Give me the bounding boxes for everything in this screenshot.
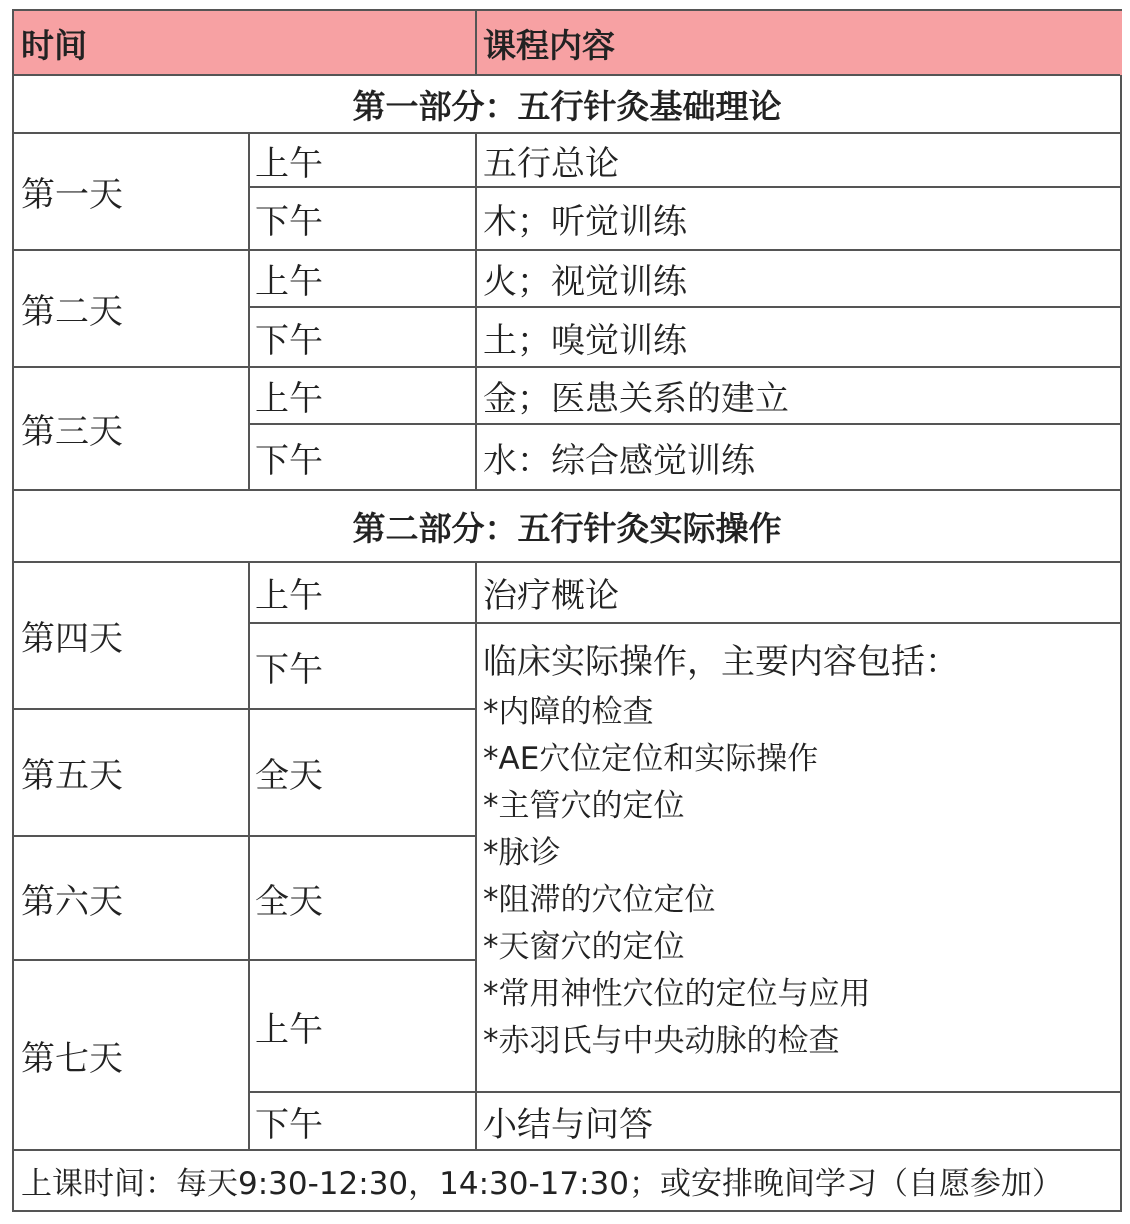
- day-label: 第七天: [21, 1038, 123, 1079]
- period-label: 下午: [255, 1104, 323, 1145]
- divider: [248, 622, 1120, 624]
- divider: [14, 708, 476, 710]
- divider: [14, 74, 1120, 76]
- divider: [14, 366, 1120, 368]
- session-content: 金；医患关系的建立: [483, 379, 789, 419]
- divider: [14, 835, 476, 837]
- divider: [14, 561, 1120, 563]
- period-label: 下午: [255, 440, 323, 481]
- day-label: 第五天: [21, 756, 123, 796]
- period-label: 下午: [255, 649, 323, 690]
- divider: [248, 186, 1120, 188]
- day-label: 第二天: [21, 292, 123, 332]
- period-label: 上午: [255, 576, 323, 616]
- part1-title: 第一部分：五行针灸基础理论: [352, 86, 782, 126]
- divider: [248, 132, 250, 489]
- period-label: 上午: [255, 262, 323, 302]
- divider: [248, 306, 1120, 308]
- day-label: 第一天: [21, 175, 123, 215]
- divider: [14, 249, 1120, 251]
- session-content: 小结与问答: [483, 1104, 653, 1145]
- session-content: 五行总论: [483, 143, 619, 184]
- day-label: 第三天: [21, 412, 123, 452]
- divider: [14, 959, 476, 961]
- session-content: 治疗概论: [483, 576, 619, 616]
- clinical-practice-cell: [476, 635, 1122, 1092]
- divider: [14, 132, 1120, 134]
- practice-item: *赤羽氏与中央动脉的检查: [483, 1023, 840, 1059]
- divider: [248, 423, 1120, 425]
- day-label: 第六天: [21, 881, 123, 922]
- session-content: 火；视觉训练: [483, 262, 687, 302]
- divider: [475, 561, 477, 1149]
- period-label: 下午: [255, 202, 323, 242]
- practice-item: *常用神性穴位的定位与应用: [483, 976, 871, 1012]
- session-content: 土；嗅觉训练: [483, 320, 687, 361]
- session-content: 水：综合感觉训练: [483, 440, 755, 481]
- practice-item: *阻滞的穴位定位: [483, 882, 716, 918]
- period-label: 上午: [255, 143, 323, 184]
- class-time-note: 上课时间：每天9:30-12:30，14:30-17:30；或安排晚间学习（自愿参加）: [21, 1165, 1063, 1202]
- practice-item: *AE穴位定位和实际操作: [483, 741, 819, 777]
- period-label: 上午: [255, 379, 323, 419]
- practice-item: *天窗穴的定位: [483, 929, 685, 965]
- session-content: 木；听觉训练: [483, 202, 687, 242]
- period-label: 全天: [255, 881, 323, 922]
- period-label: 下午: [255, 320, 323, 361]
- header-time: 时间: [14, 11, 476, 75]
- divider: [14, 489, 1120, 491]
- practice-item: *脉诊: [483, 835, 561, 871]
- course-schedule-table: [12, 9, 1122, 1212]
- divider: [248, 561, 250, 1149]
- practice-intro: 临床实际操作，主要内容包括：: [483, 642, 959, 682]
- divider: [14, 1149, 1120, 1151]
- period-label: 全天: [255, 756, 323, 796]
- day-label: 第四天: [21, 619, 123, 659]
- part2-title: 第二部分：五行针灸实际操作: [352, 508, 782, 548]
- divider: [248, 1091, 1120, 1093]
- practice-item: *主管穴的定位: [483, 788, 685, 824]
- practice-item: *内障的检查: [483, 694, 654, 730]
- period-label: 上午: [255, 1009, 323, 1050]
- divider: [475, 11, 477, 74]
- header-content: 课程内容: [476, 11, 1122, 75]
- divider: [475, 132, 477, 489]
